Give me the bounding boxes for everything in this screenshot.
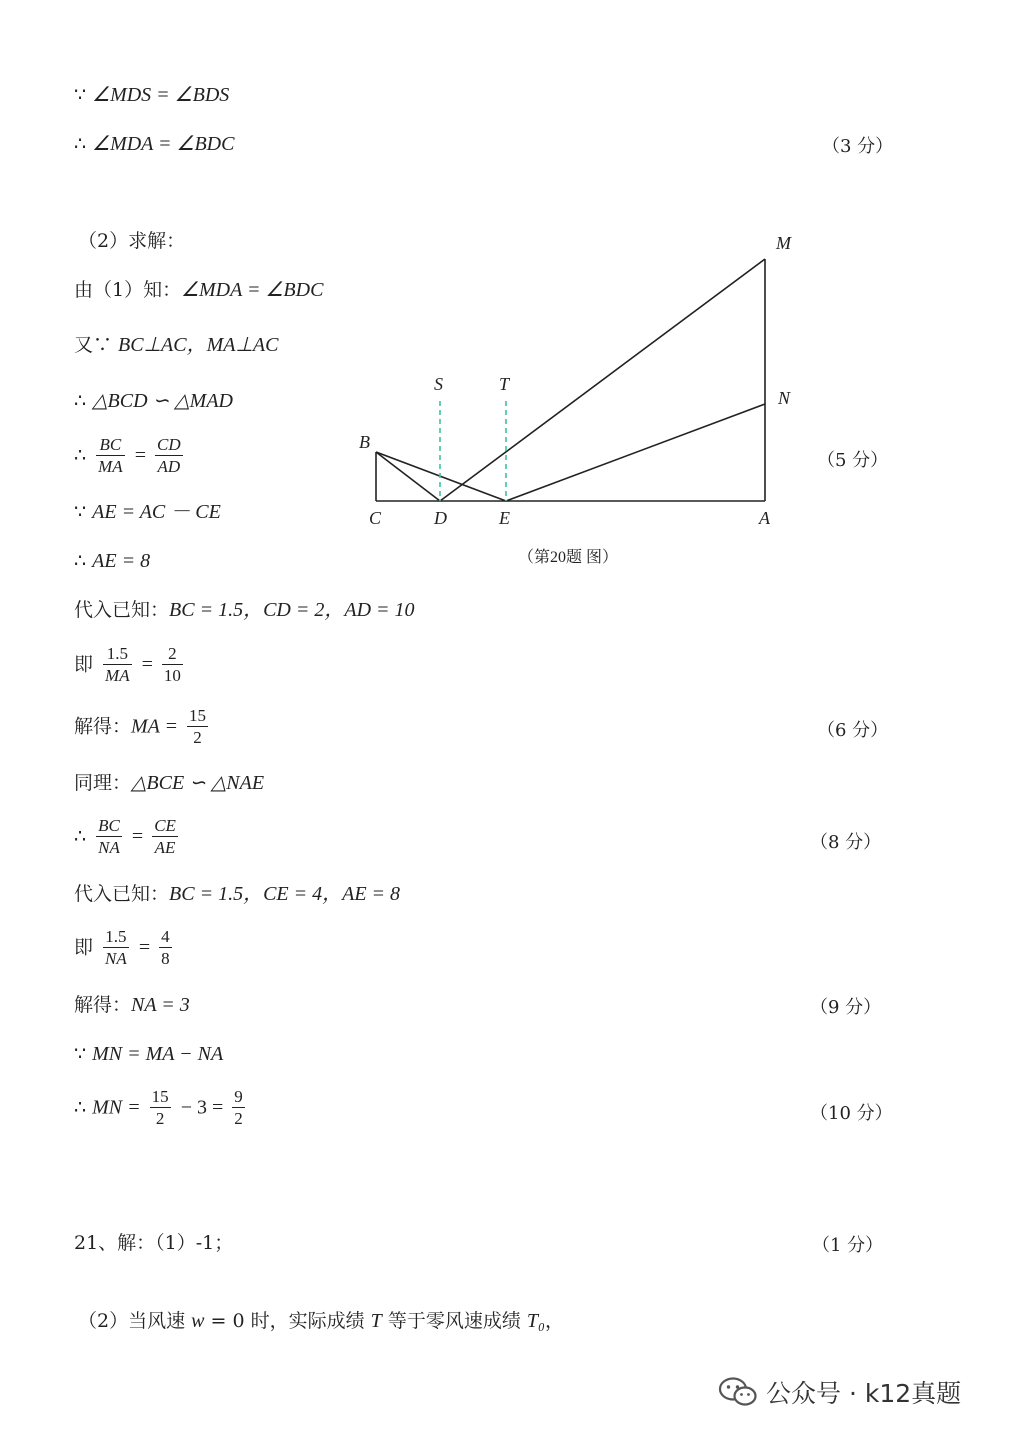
segment-en bbox=[506, 404, 765, 501]
proof-line-7: ∴ $\frac{BC}{MA}$ = $\frac{CD}{AD}$ bbox=[74, 435, 181, 476]
segment-be bbox=[376, 452, 506, 501]
fraction: $\frac{4}{8}$ bbox=[161, 927, 170, 968]
score-9: （9 分） bbox=[810, 997, 882, 1018]
proof-line-8: ∵ AE = AC － CE bbox=[74, 501, 221, 523]
fraction: $\frac{BC}{MA}$ bbox=[98, 435, 123, 476]
fraction: $\frac{CD}{AD}$ bbox=[157, 435, 181, 476]
wechat-icon bbox=[718, 1376, 758, 1408]
fraction: $\frac{15}{2}$ bbox=[189, 706, 207, 747]
math-expr: ∠MDS = ∠BDS bbox=[92, 84, 230, 106]
figure-caption: （第20题 图） bbox=[518, 549, 619, 566]
proof-line-1: ∵ ∠MDS = ∠BDS bbox=[74, 84, 230, 106]
proof-line-5: 又∵ BC⊥AC，MA⊥AC bbox=[74, 334, 279, 356]
proof-line-6: ∴ △BCD ∽ △MAD bbox=[74, 390, 233, 412]
score-8: （8 分） bbox=[810, 832, 882, 853]
label-t: T bbox=[499, 374, 510, 394]
section-heading: （2）求解： bbox=[78, 230, 186, 252]
proof-line-13: 同理：△BCE ∽ △NAE bbox=[74, 772, 265, 794]
proof-line-15: 代入已知：BC = 1.5，CE = 4，AE = 8 bbox=[74, 883, 401, 905]
score-1: （1 分） bbox=[812, 1235, 884, 1256]
label-s: S bbox=[434, 374, 443, 394]
question-21-part2: （2）当风速 w = 0 时，实际成绩 T 等于零风速成绩 T₀， bbox=[78, 1310, 564, 1332]
score-3: （3 分） bbox=[822, 136, 894, 157]
proof-line-2: ∴ ∠MDA = ∠BDC bbox=[74, 133, 235, 155]
proof-line-17: 解得：NA = 3 bbox=[74, 994, 190, 1016]
watermark-text: 公众号 · k12真题 bbox=[766, 1379, 962, 1408]
watermark bbox=[718, 1374, 961, 1410]
proof-line-14: ∴ $\frac{BC}{NA}$ = $\frac{CE}{AE}$ bbox=[74, 816, 176, 857]
fraction: $\frac{1.5}{MA}$ bbox=[105, 644, 130, 685]
proof-line-12: 解得：MA = $\frac{15}{2}$ bbox=[74, 706, 207, 747]
segment-bd bbox=[376, 452, 440, 501]
question-21-heading: 21、解：（1）-1； bbox=[74, 1232, 234, 1254]
proof-line-4: 由（1）知：∠MDA = ∠BDC bbox=[74, 279, 324, 301]
label-b: B bbox=[359, 432, 370, 452]
proof-line-11: 即 $\frac{1.5}{MA}$ = $\frac{2}{10}$ bbox=[74, 644, 181, 685]
label-e: E bbox=[499, 508, 510, 528]
score-6: （6 分） bbox=[817, 720, 889, 741]
score-10: （10 分） bbox=[810, 1103, 893, 1124]
math-expr: ∠MDA = ∠BDC bbox=[92, 133, 235, 155]
proof-line-16: 即 $\frac{1.5}{NA}$ = $\frac{4}{8}$ bbox=[74, 927, 170, 968]
proof-line-18: ∵ MN = MA − NA bbox=[74, 1043, 224, 1065]
fraction: $\frac{2}{10}$ bbox=[163, 644, 181, 685]
fraction: $\frac{BC}{NA}$ bbox=[98, 816, 120, 857]
geometry-figure bbox=[350, 225, 820, 575]
fraction: $\frac{1.5}{NA}$ bbox=[105, 927, 127, 968]
proof-line-19: ∴ MN = $\frac{15}{2}$ − 3 = $\frac{9}{2}$ bbox=[74, 1087, 243, 1128]
proof-line-9: ∴ AE = 8 bbox=[74, 550, 151, 572]
label-a: A bbox=[759, 508, 770, 528]
fraction: $\frac{15}{2}$ bbox=[151, 1087, 169, 1128]
fraction: $\frac{9}{2}$ bbox=[234, 1087, 243, 1128]
score-5: （5 分） bbox=[817, 450, 889, 471]
fraction: $\frac{CE}{AE}$ bbox=[154, 816, 176, 857]
label-n: N bbox=[778, 388, 791, 408]
label-c: C bbox=[369, 508, 382, 528]
proof-line-10: 代入已知：BC = 1.5，CD = 2，AD = 10 bbox=[74, 599, 415, 621]
label-d: D bbox=[434, 508, 447, 528]
label-m: M bbox=[776, 233, 791, 253]
